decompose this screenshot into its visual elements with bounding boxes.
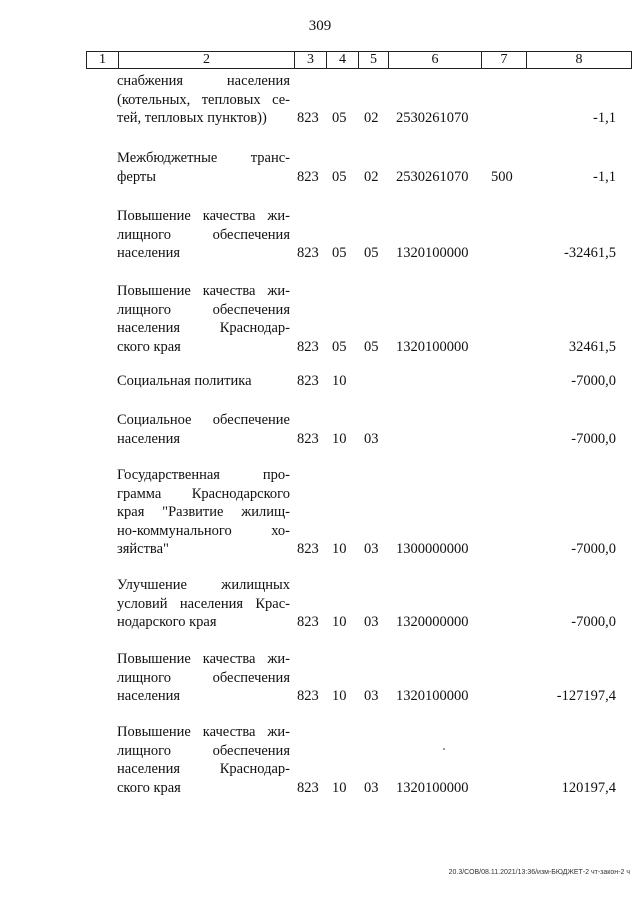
row-name-line: но-коммунального хо- bbox=[117, 522, 290, 539]
cell-c3: 823 bbox=[297, 373, 319, 389]
cell-c5: 03 bbox=[364, 688, 379, 704]
cell-c3: 823 bbox=[297, 688, 319, 704]
row-name-line: ского края bbox=[117, 779, 181, 796]
row-name-line: Повышение качества жи- bbox=[117, 724, 290, 740]
row-name bbox=[117, 149, 290, 186]
cell-c6: 1320100000 bbox=[396, 779, 469, 796]
cell-c8: -7000,0 bbox=[571, 373, 616, 389]
row-name bbox=[117, 411, 290, 448]
cell-c8: -127197,4 bbox=[556, 688, 616, 704]
row-name-line: Социальная политика bbox=[117, 373, 252, 389]
cell-c4: 05 bbox=[332, 110, 347, 126]
cell-c8: -7000,0 bbox=[571, 614, 616, 630]
cell-c5: 02 bbox=[364, 110, 379, 126]
header-col-6: 6 bbox=[389, 52, 482, 68]
cell-c8: -7000,0 bbox=[571, 541, 616, 557]
row-name-line: Улучшение жилищных bbox=[117, 577, 290, 593]
cell-c3: 823 bbox=[297, 338, 319, 355]
row-name-line: Повышение качества жи- bbox=[117, 208, 290, 224]
header-col-1: 1 bbox=[87, 52, 119, 68]
row-name-line: ского края bbox=[117, 338, 181, 355]
header-col-4: 4 bbox=[327, 52, 359, 68]
cell-c4: 05 bbox=[332, 338, 347, 355]
cell-c4: 05 bbox=[332, 168, 347, 185]
cell-c4: 10 bbox=[332, 779, 347, 796]
row-name-line: грамма Краснодарского bbox=[117, 485, 290, 502]
scan-speck bbox=[443, 748, 445, 750]
row-name bbox=[117, 282, 290, 356]
cell-c8: -1,1 bbox=[593, 110, 616, 126]
row-name-line: лищного обеспечения bbox=[117, 226, 290, 243]
row-name-line: (котельных, тепловых се- bbox=[117, 91, 290, 108]
row-name bbox=[117, 372, 290, 391]
cell-c6: 1320100000 bbox=[396, 338, 469, 355]
cell-c3: 823 bbox=[297, 110, 319, 126]
row-name-line: условий населения Крас- bbox=[117, 595, 290, 612]
cell-c5: 03 bbox=[364, 541, 379, 557]
row-name-line: лищного обеспечения bbox=[117, 669, 290, 686]
header-col-7: 7 bbox=[482, 52, 527, 68]
row-name bbox=[117, 723, 290, 797]
table-header bbox=[86, 51, 632, 69]
row-name-line: Повышение качества жи- bbox=[117, 283, 290, 299]
row-name-line: нодарского края bbox=[117, 614, 217, 630]
header-col-3: 3 bbox=[295, 52, 327, 68]
footer-stamp: 20.3/СОВ/08.11.2021/13:36/изм-БЮДЖЕТ-2 чт-закон-2 ч bbox=[448, 869, 630, 876]
row-name-line: Социальное обеспечение bbox=[117, 412, 290, 428]
row-name-line: Государственная про- bbox=[117, 467, 290, 483]
cell-c7: 500 bbox=[491, 168, 513, 185]
row-name bbox=[117, 576, 290, 632]
cell-c4: 05 bbox=[332, 245, 347, 261]
cell-c6: 1300000000 bbox=[396, 541, 469, 557]
page-number: 309 bbox=[308, 18, 332, 34]
header-col-2: 2 bbox=[119, 52, 295, 68]
row-name-line: зяйства" bbox=[117, 541, 169, 557]
cell-c3: 823 bbox=[297, 779, 319, 796]
row-name bbox=[117, 72, 290, 128]
cell-c6: 2530261070 bbox=[396, 168, 469, 185]
cell-c3: 823 bbox=[297, 245, 319, 261]
cell-c6: 1320000000 bbox=[396, 614, 469, 630]
cell-c6: 2530261070 bbox=[396, 110, 469, 126]
row-name-line: Повышение качества жи- bbox=[117, 651, 290, 667]
row-name-line: снабжения населения bbox=[117, 73, 290, 89]
cell-c3: 823 bbox=[297, 541, 319, 557]
cell-c6: 1320100000 bbox=[396, 688, 469, 704]
cell-c4: 10 bbox=[332, 541, 347, 557]
header-col-5: 5 bbox=[359, 52, 389, 68]
cell-c3: 823 bbox=[297, 430, 319, 447]
row-name-line: населения bbox=[117, 688, 181, 704]
cell-c5: 03 bbox=[364, 614, 379, 630]
cell-c6: 1320100000 bbox=[396, 245, 469, 261]
row-name bbox=[117, 650, 290, 706]
cell-c8: 32461,5 bbox=[568, 338, 616, 355]
cell-c8: 120197,4 bbox=[561, 779, 616, 796]
cell-c5: 05 bbox=[364, 245, 379, 261]
cell-c5: 03 bbox=[364, 430, 379, 447]
cell-c3: 823 bbox=[297, 168, 319, 185]
row-name bbox=[117, 207, 290, 263]
cell-c4: 10 bbox=[332, 430, 347, 447]
cell-c5: 02 bbox=[364, 168, 379, 185]
cell-c8: -7000,0 bbox=[571, 430, 616, 447]
cell-c4: 10 bbox=[332, 614, 347, 630]
row-name-line: населения Краснодар- bbox=[117, 761, 290, 777]
row-name-line: населения Краснодар- bbox=[117, 320, 290, 336]
row-name-line: населения bbox=[117, 245, 181, 261]
cell-c3: 823 bbox=[297, 614, 319, 630]
row-name-line: тей, тепловых пунктов)) bbox=[117, 110, 267, 126]
row-name-line: лищного обеспечения bbox=[117, 301, 290, 318]
row-name-line: Межбюджетные транс- bbox=[117, 150, 290, 166]
row-name-line: края "Развитие жилищ- bbox=[117, 504, 290, 520]
row-name-line: ферты bbox=[117, 168, 156, 185]
cell-c8: -32461,5 bbox=[564, 245, 616, 261]
cell-c5: 05 bbox=[364, 338, 379, 355]
cell-c5: 03 bbox=[364, 779, 379, 796]
row-name bbox=[117, 466, 290, 559]
cell-c4: 10 bbox=[332, 688, 347, 704]
cell-c4: 10 bbox=[332, 373, 347, 389]
cell-c8: -1,1 bbox=[593, 168, 616, 185]
header-col-8: 8 bbox=[575, 52, 583, 67]
row-name-line: лищного обеспечения bbox=[117, 742, 290, 759]
row-name-line: населения bbox=[117, 430, 181, 447]
